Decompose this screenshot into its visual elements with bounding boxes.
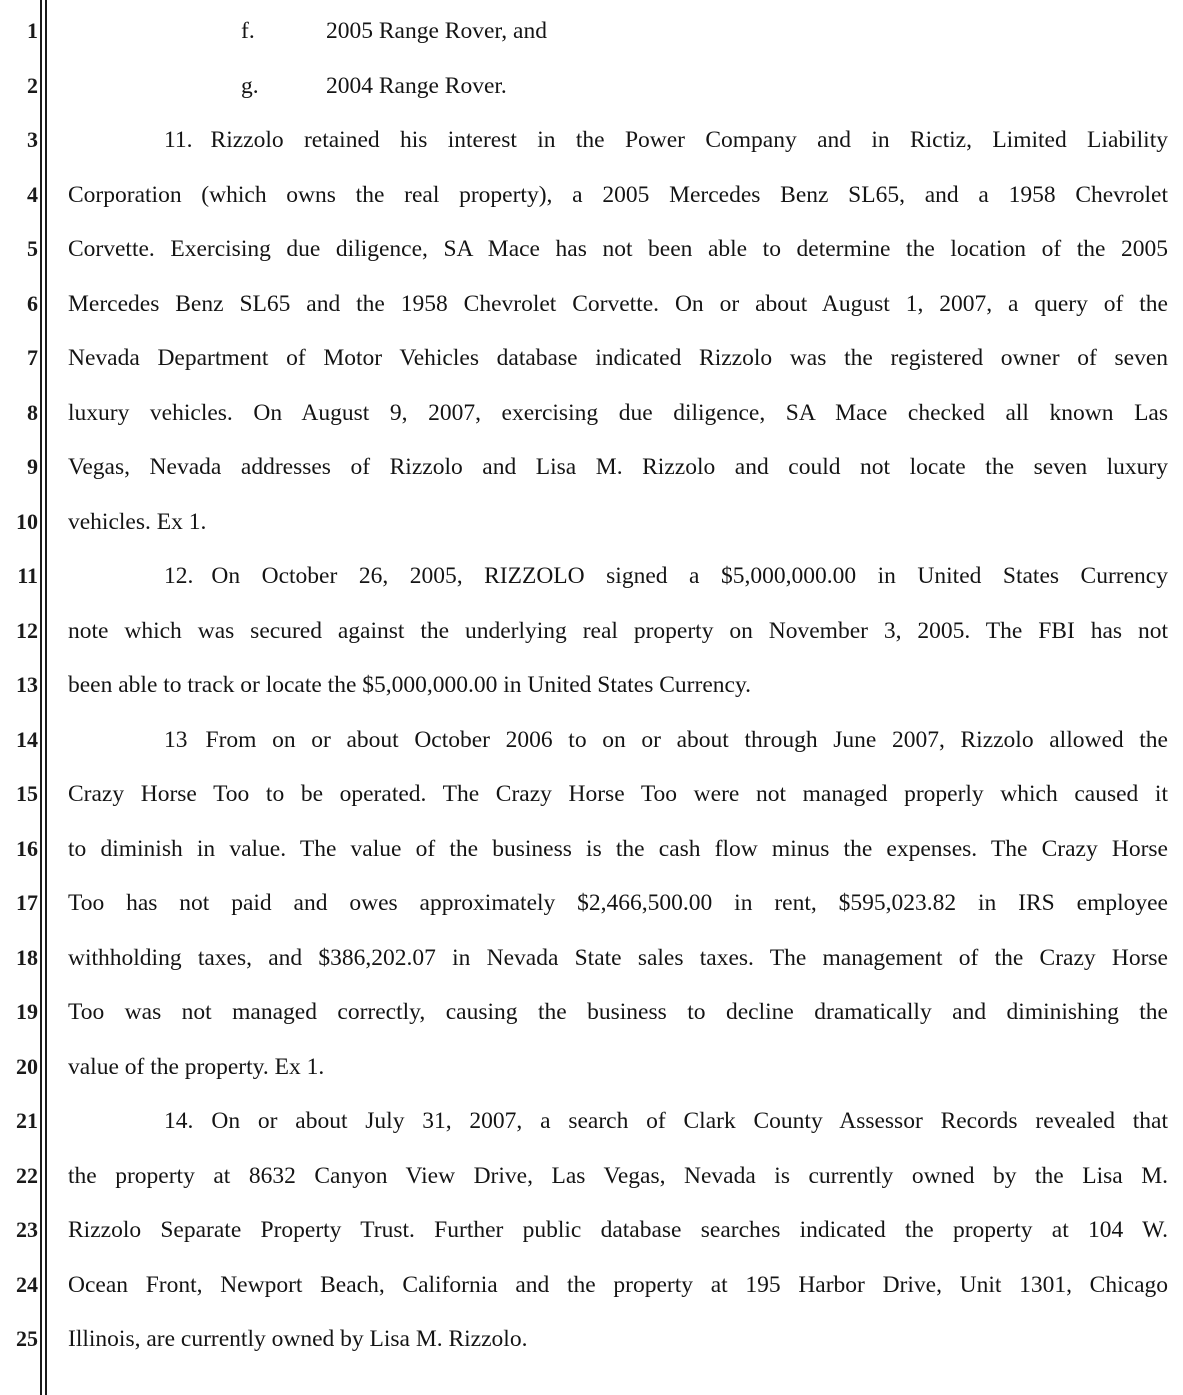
paragraph-text: On or about July 31, 2007, a search of Clark County Assessor Records revealed that [211, 1108, 1168, 1134]
line-number: 8 [27, 399, 38, 425]
paragraph-number: 12. [164, 563, 194, 589]
line-number: 11 [17, 563, 38, 588]
paragraph-number: 13 [164, 726, 188, 753]
line-number: 15 [16, 781, 38, 806]
pleading-line [0, 1094, 1183, 1149]
pleading-line [0, 277, 1183, 332]
body-text-line: Vegas, Nevada addresses of Rizzolo and Lisa M. Rizzolo and could not locate the seven luxury [68, 454, 1168, 480]
line-number: 13 [16, 672, 38, 697]
line-number: 16 [16, 835, 38, 861]
line-number: 17 [16, 890, 38, 915]
body-text-line: Too was not managed correctly, causing the business to decline dramatically and diminishing the [68, 999, 1168, 1025]
body-text-line: Nevada Department of Motor Vehicles database indicated Rizzolo was the registered owner of seven [68, 345, 1168, 371]
paragraph-number: 11. [164, 127, 193, 153]
pleading-line [0, 549, 1183, 604]
body-text-line: Corporation (which owns the real property), a 2005 Mercedes Benz SL65, and a 1958 Chevrolet [68, 181, 1168, 208]
pleading-line [0, 931, 1183, 986]
line-number: 14 [16, 726, 38, 752]
line-number: 22 [16, 1162, 38, 1188]
body-text-line: Crazy Horse Too to be operated. The Crazy Horse Too were not managed properly which caused it [68, 781, 1168, 807]
body-text-line: note which was secured against the underlying real property on November 3, 2005. The FBI has not [68, 617, 1168, 644]
line-number: 20 [16, 1053, 38, 1079]
pleading-line [0, 59, 1183, 114]
pleading-line [0, 168, 1183, 223]
body-text-line: Too has not paid and owes approximately $2,466,500.00 in rent, $595,023.82 in IRS employee [68, 890, 1168, 916]
paragraph-first-line [68, 549, 1168, 604]
line-number: 3 [27, 127, 38, 152]
line-number: 12 [16, 617, 38, 643]
list-item-label: g. [241, 72, 259, 99]
line-number: 1 [27, 18, 38, 43]
pleading-line [0, 713, 1183, 768]
line-number: 6 [27, 290, 38, 316]
list-item-text: 2004 Range Rover. [326, 72, 507, 99]
pleading-line [0, 1040, 1183, 1095]
body-text-line: Illinois, are currently owned by Lisa M. Rizzolo. [68, 1326, 528, 1352]
body-text-line: Ocean Front, Newport Beach, California and the property at 195 Harbor Drive, Unit 1301, Chicago [68, 1271, 1168, 1298]
line-number: 5 [27, 236, 38, 261]
line-number: 10 [16, 508, 38, 534]
body-text-line: withholding taxes, and $386,202.07 in Nevada State sales taxes. The management of the Crazy Horse [68, 944, 1168, 971]
body-text-line: Rizzolo Separate Property Trust. Further public database searches indicated the property at 104 W. [68, 1217, 1168, 1243]
body-text-line: luxury vehicles. On August 9, 2007, exercising due diligence, SA Mace checked all known Las [68, 399, 1168, 426]
paragraph-text: On October 26, 2005, RIZZOLO signed a $5,000,000.00 in United States Currency [211, 563, 1168, 589]
line-number: 4 [27, 181, 38, 207]
pleading-line [0, 822, 1183, 877]
pleading-line [0, 331, 1183, 386]
body-text-line: Corvette. Exercising due diligence, SA Mace has not been able to determine the location of the 2005 [68, 236, 1168, 262]
pleading-line [0, 658, 1183, 713]
line-number: 7 [27, 345, 38, 370]
line-number: 19 [16, 999, 38, 1024]
body-text-line: value of the property. Ex 1. [68, 1053, 325, 1080]
pleading-line [0, 440, 1183, 495]
line-number: 9 [27, 454, 38, 479]
line-number: 24 [16, 1271, 38, 1297]
pleading-line [0, 876, 1183, 931]
pleading-line [0, 604, 1183, 659]
line-number: 25 [16, 1326, 38, 1351]
pleading-line [0, 113, 1183, 168]
body-text-line: Mercedes Benz SL65 and the 1958 Chevrolet Corvette. On or about August 1, 2007, a query of the [68, 290, 1168, 317]
pleading-line [0, 1258, 1183, 1313]
line-number: 18 [16, 944, 38, 970]
paragraph-text: Rizzolo retained his interest in the Power Company and in Rictiz, Limited Liability [210, 127, 1168, 153]
line-number: 23 [16, 1217, 38, 1242]
pleading-line [0, 222, 1183, 277]
body-text-line: vehicles. Ex 1. [68, 508, 207, 535]
pleading-line [0, 1312, 1183, 1367]
paragraph-first-line [68, 113, 1168, 168]
paragraph-first-line [68, 713, 1168, 768]
pleading-line [0, 495, 1183, 550]
pleading-line [0, 767, 1183, 822]
body-text-line: been able to track or locate the $5,000,000.00 in United States Currency. [68, 672, 752, 698]
body-text-line: to diminish in value. The value of the business is the cash flow minus the expenses. The Crazy Horse [68, 835, 1168, 862]
paragraph-text: From on or about October 2006 to on or about through June 2007, Rizzolo allowed the [205, 726, 1168, 753]
line-number: 2 [27, 72, 38, 98]
pleading-line [0, 386, 1183, 441]
pleading-line [0, 985, 1183, 1040]
pleading-line [0, 4, 1183, 59]
paragraph-first-line [68, 1094, 1168, 1149]
line-number: 21 [16, 1108, 38, 1133]
body-text-line: the property at 8632 Canyon View Drive, Las Vegas, Nevada is currently owned by the Lisa M. [68, 1162, 1168, 1189]
list-item-label: f. [241, 18, 255, 44]
paragraph-number: 14. [164, 1108, 194, 1134]
pleading-line [0, 1203, 1183, 1258]
list-item-text: 2005 Range Rover, and [326, 18, 547, 44]
pleading-line [0, 1149, 1183, 1204]
